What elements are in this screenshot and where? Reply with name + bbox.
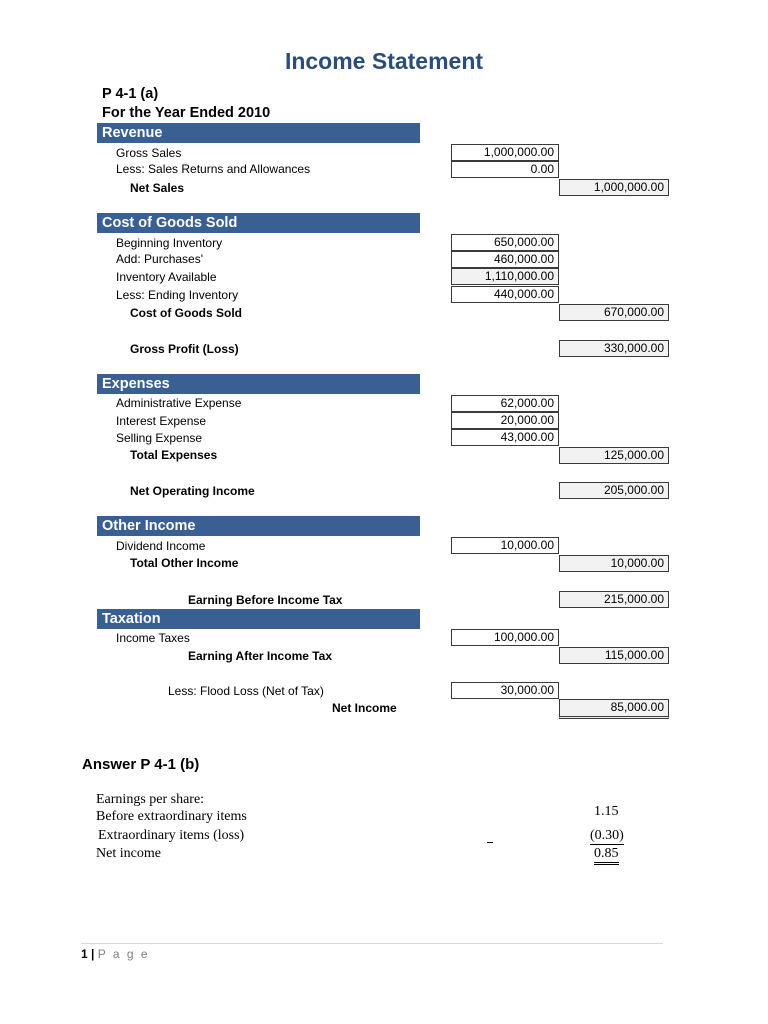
gross-sales-label: Gross Sales xyxy=(116,146,182,160)
taxation-header: Taxation xyxy=(97,609,420,629)
underline-mark xyxy=(487,842,493,843)
returns-label: Less: Sales Returns and Allowances xyxy=(116,162,311,176)
ebit-value: 215,000.00 xyxy=(559,591,669,608)
other-income-header: Other Income xyxy=(97,516,420,536)
footer xyxy=(81,947,150,961)
inventory-available-value: 1,110,000.00 xyxy=(451,268,559,285)
expenses-header: Expenses xyxy=(97,374,420,394)
footer-divider xyxy=(81,943,663,944)
gross-sales-value: 1,000,000.00 xyxy=(451,144,559,161)
answer-heading: Answer P 4-1 (b) xyxy=(82,756,200,773)
ending-inventory-label: Less: Ending Inventory xyxy=(116,288,239,302)
net-income-value: 85,000.00 xyxy=(559,699,669,719)
beginning-inventory-value: 650,000.00 xyxy=(451,234,559,251)
selling-expense-value: 43,000.00 xyxy=(451,429,559,446)
footer-separator: | xyxy=(91,947,95,961)
admin-expense-value: 62,000.00 xyxy=(451,395,559,412)
cogs-total-value: 670,000.00 xyxy=(559,304,669,321)
extra-items-value: (0.30) xyxy=(590,828,624,843)
net-sales-value: 1,000,000.00 xyxy=(559,179,669,196)
dividend-income-value: 10,000.00 xyxy=(451,537,559,554)
income-taxes-label: Income Taxes xyxy=(116,631,190,645)
selling-expense-label: Selling Expense xyxy=(116,431,203,445)
page-word: P a g e xyxy=(97,947,150,961)
net-sales-label: Net Sales xyxy=(130,181,185,195)
total-expenses-value: 125,000.00 xyxy=(559,447,669,464)
purchases-value: 460,000.00 xyxy=(451,251,559,268)
eat-value: 115,000.00 xyxy=(559,647,669,664)
total-other-income-value: 10,000.00 xyxy=(559,555,669,572)
returns-value: 0.00 xyxy=(451,161,559,178)
ending-inventory-value: 440,000.00 xyxy=(451,286,559,303)
eat-label: Earning After Income Tax xyxy=(188,649,333,663)
total-expenses-label: Total Expenses xyxy=(130,448,218,462)
problem-label: P 4-1 (a) xyxy=(102,86,159,102)
purchases-label: Add: Purchases' xyxy=(116,252,204,266)
before-extra-label: Before extraordinary items xyxy=(96,809,247,824)
period-label: For the Year Ended 2010 xyxy=(102,105,271,121)
gross-profit-label: Gross Profit (Loss) xyxy=(130,342,239,356)
flood-loss-label: Less: Flood Loss (Net of Tax) xyxy=(168,684,324,698)
income-taxes-value: 100,000.00 xyxy=(451,629,559,646)
dividend-income-label: Dividend Income xyxy=(116,539,206,553)
flood-loss-value: 30,000.00 xyxy=(451,682,559,699)
net-income-eps-label: Net income xyxy=(96,846,161,861)
net-income-eps-value: 0.85 xyxy=(594,846,619,865)
revenue-header: Revenue xyxy=(97,123,420,143)
interest-expense-value: 20,000.00 xyxy=(451,412,559,429)
extra-items-label: Extraordinary items (loss) xyxy=(98,828,245,843)
admin-expense-label: Administrative Expense xyxy=(116,396,242,410)
total-other-income-label: Total Other Income xyxy=(130,556,239,570)
before-extra-value: 1.15 xyxy=(594,804,619,819)
ebit-label: Earning Before Income Tax xyxy=(188,593,343,607)
eps-label: Earnings per share: xyxy=(96,792,205,807)
interest-expense-label: Interest Expense xyxy=(116,414,207,428)
page-title: Income Statement xyxy=(284,48,484,74)
beginning-inventory-label: Beginning Inventory xyxy=(116,236,223,250)
cogs-total-label: Cost of Goods Sold xyxy=(130,306,242,320)
net-operating-income-label: Net Operating Income xyxy=(130,484,255,498)
net-income-label: Net Income xyxy=(332,701,397,715)
gross-profit-value: 330,000.00 xyxy=(559,340,669,357)
net-operating-income-value: 205,000.00 xyxy=(559,482,669,499)
cogs-header: Cost of Goods Sold xyxy=(97,213,420,233)
inventory-available-label: Inventory Available xyxy=(116,270,217,284)
page-number: 1 xyxy=(81,947,88,961)
